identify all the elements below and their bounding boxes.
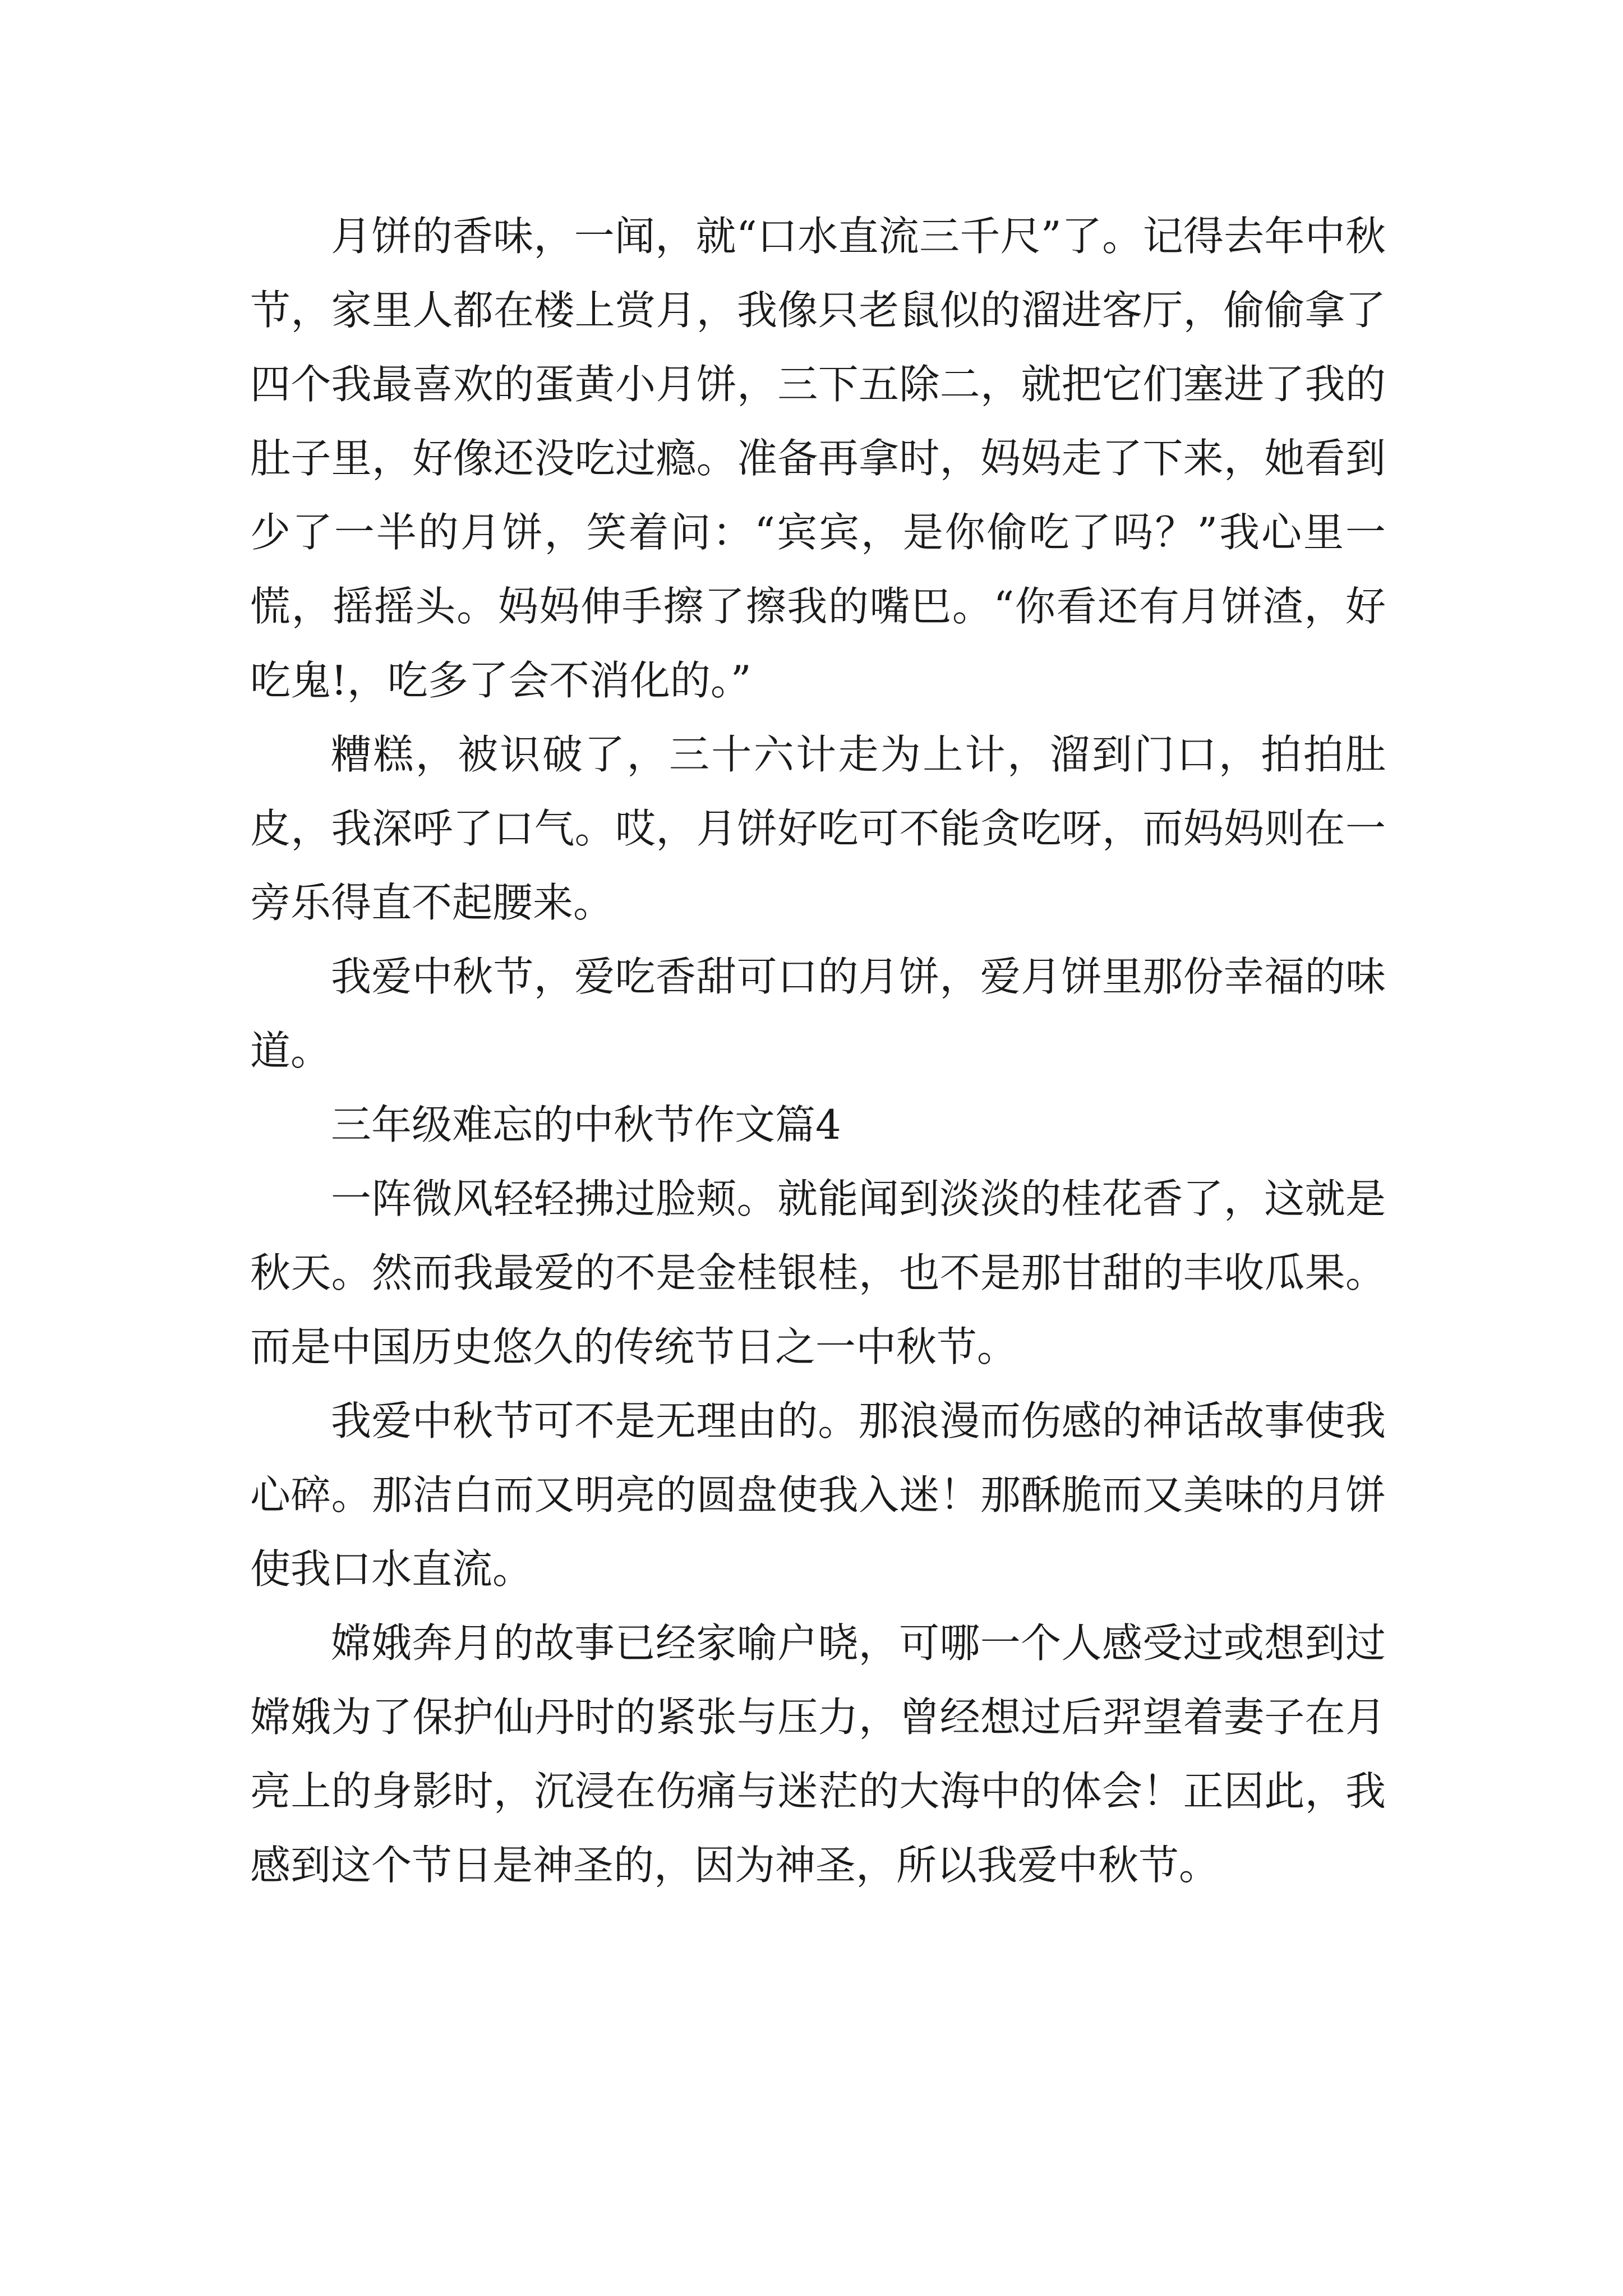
document-body [250, 199, 1386, 1902]
essay-heading: 三年级难忘的中秋节作文篇4 [331, 1101, 841, 1148]
paragraph-autumn-breeze: 一阵微风轻轻拂过脸颊。就能闻到淡淡的桂花香了，这就是秋天。然而我最爱的不是金桂银桂，也不是那甘甜的丰收瓜果。而是中国历史悠久的传统节日之一中秋节。 [250, 1175, 1386, 1370]
paragraph-love-mooncake: 我爱中秋节，爱吃香甜可口的月饼，爱月饼里那份幸福的味道。 [250, 953, 1386, 1074]
paragraph-change-legend: 嫦娥奔月的故事已经家喻户晓，可哪一个人感受过或想到过嫦娥为了保护仙丹时的紧张与压力，曾经想过后羿望着妻子在月亮上的身影时，沉浸在伤痛与迷茫的大海中的体会！正因此，我感到这个节日是神圣的，因为神圣，所以我爱中秋节。 [250, 1619, 1386, 1889]
paragraph-mooncake-memory: 月饼的香味，一闻，就“口水直流三千尺”了。记得去年中秋节，家里人都在楼上赏月，我像只老鼠似的溜进客厅，偷偷拿了四个我最喜欢的蛋黄小月饼，三下五除二，就把它们塞进了我的肚子里，好像还没吃过瘾。准备再拿时，妈妈走了下来，她看到少了一半的月饼，笑着问：“宾宾，是你偷吃了吗？”我心里一慌，摇摇头。妈妈伸手擦了擦我的嘴巴。“你看还有月饼渣，好吃鬼!，吃多了会不消化的。” [250, 213, 1386, 704]
paragraph-caught: 糟糕，被识破了，三十六计走为上计，溜到门口，拍拍肚皮，我深呼了口气。哎，月饼好吃可不能贪吃呀，而妈妈则在一旁乐得直不起腰来。 [250, 731, 1386, 926]
paragraph-reasons: 我爱中秋节可不是无理由的。那浪漫而伤感的神话故事使我心碎。那洁白而又明亮的圆盘使我入迷！那酥脆而又美味的月饼使我口水直流。 [250, 1397, 1386, 1593]
